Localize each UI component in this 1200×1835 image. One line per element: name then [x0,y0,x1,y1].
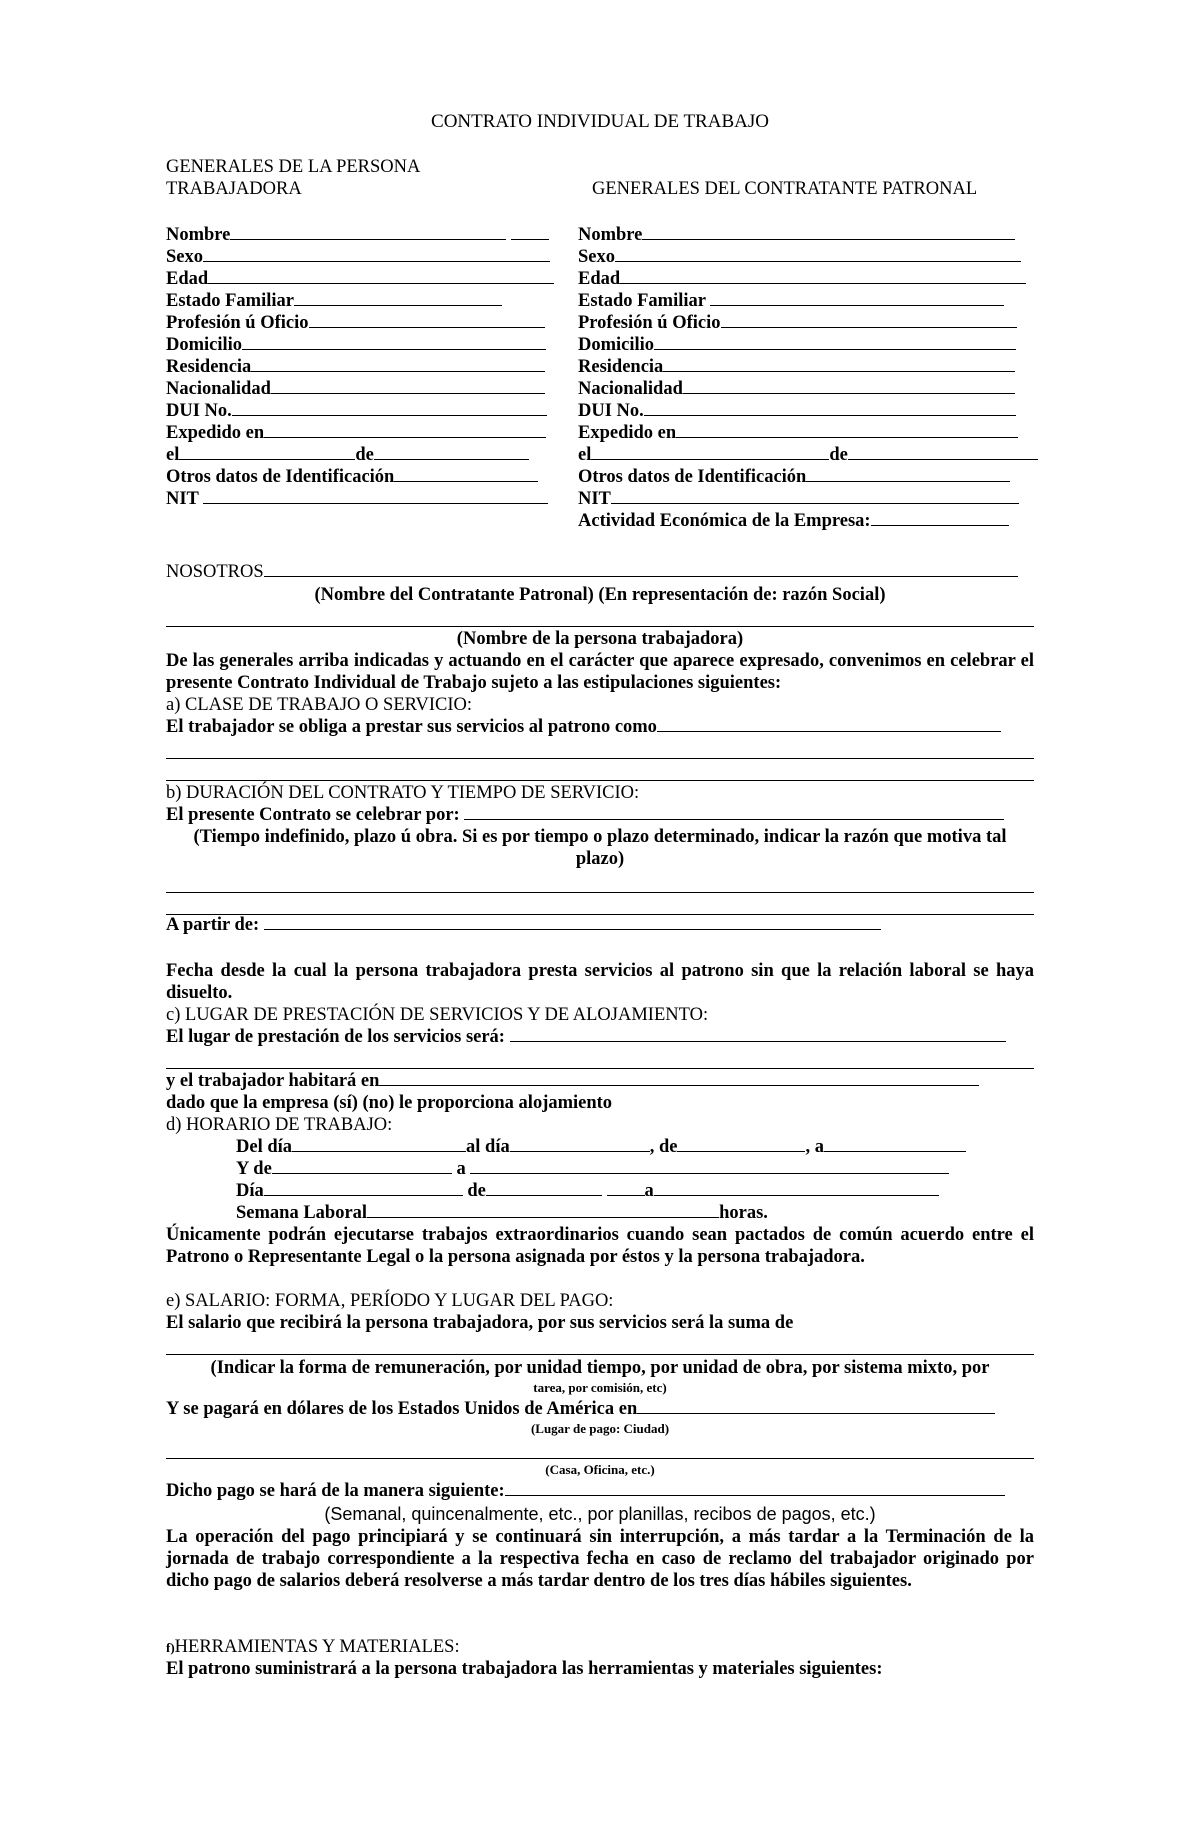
section-c-text: El lugar de prestación de los servicios será: [166,1027,505,1047]
section-b-note-line1: (Tiempo indefinido, plazo ú obra. Si es por tiempo o plazo determinado, indicar la razón que motiva tal [193,827,1007,847]
section-b-text: El presente Contrato se celebrar por: [166,805,460,825]
semana-label: Semana Laboral [236,1203,368,1223]
lugar-caption: (Lugar de pago: Ciudad) [530,1421,670,1436]
section-e-note-line2: tarea, por comisión, etc) [533,1380,667,1395]
section-a-line-3[interactable] [166,780,1034,781]
employer-dui-field[interactable] [578,400,1016,422]
dicho-field[interactable] [166,1480,1005,1502]
worker-edad-label: Edad [166,269,209,289]
worker-estado-field[interactable] [166,290,502,312]
worker-expedido-field[interactable] [166,422,546,444]
pagara-label: Y se pagará en dólares de los Estados Unidos de América en [166,1399,638,1419]
employer-residencia-field[interactable] [578,356,1015,378]
a-label: , a [805,1137,824,1157]
section-a-heading: a) CLASE DE TRABAJO O SERVICIO: [166,695,472,715]
worker-otros-field[interactable] [166,466,538,488]
worker-nacionalidad-field[interactable] [166,378,545,400]
employer-nombre-field[interactable] [578,224,1015,246]
employer-otros-field[interactable] [578,466,1010,488]
de-label: , de [649,1137,678,1157]
semana-field[interactable] [236,1202,768,1224]
section-b-field[interactable] [166,804,1004,826]
worker-name-line[interactable] [166,626,1034,627]
section-d-heading: d) HORARIO DE TRABAJO: [166,1115,393,1135]
worker-edad-field[interactable] [166,268,554,290]
employer-domicilio-field[interactable] [578,334,1016,356]
habitara-field[interactable] [166,1070,979,1092]
employer-expedido-field[interactable] [578,422,1018,444]
worker-estado-label: Estado Familiar [166,291,294,311]
section-c-heading: c) LUGAR DE PRESTACIÓN DE SERVICIOS Y DE ALOJAMIENTO: [166,1005,709,1025]
employer-nacionalidad-label: Nacionalidad [578,379,683,399]
section-e-heading: e) SALARIO: FORMA, PERÍODO Y LUGAR DEL PAGO: [166,1291,614,1311]
worker-header-line2: TRABAJADORA [166,179,302,199]
worker-de-label: de [355,445,374,465]
section-f-heading-text: HERRAMIENTAS Y MATERIALES: [174,1637,460,1657]
apartir-label: A partir de: [166,915,260,935]
del-dia-label: Del día [236,1137,293,1157]
section-c-field[interactable] [166,1026,1006,1048]
employer-profesion-label: Profesión ú Oficio [578,313,721,333]
employer-fecha-field[interactable] [578,444,1038,466]
section-f-heading [166,1636,460,1659]
worker-sexo-field[interactable] [166,246,550,268]
employer-estado-field[interactable] [578,290,1004,312]
section-b-heading: b) DURACIÓN DEL CONTRATO Y TIEMPO DE SERVICIO: [166,783,640,803]
employer-header: GENERALES DEL CONTRATANTE PATRONAL [592,179,978,199]
semanal-caption: (Semanal, quincenalmente, etc., por planillas, recibos de pagos, etc.) [324,1504,876,1524]
worker-nombre-label: Nombre [166,225,231,245]
horario-row-2[interactable] [236,1158,949,1180]
employer-actividad-field[interactable] [578,510,1009,532]
section-e-note-line1: (Indicar la forma de remuneración, por unidad tiempo, por unidad de obra, por sistema mixto, por [210,1358,990,1378]
section-a-text: El trabajador se obliga a prestar sus servicios al patrono como [166,717,657,737]
employer-nacionalidad-field[interactable] [578,378,1015,400]
employer-estado-label: Estado Familiar [578,291,706,311]
worker-header-line1: GENERALES DE LA PERSONA [166,157,421,177]
section-b-line-1[interactable] [166,892,1034,893]
section-f-text: El patrono suministrará a la persona trabajadora las herramientas y materiales siguientes: [166,1659,883,1679]
document-title: CONTRATO INDIVIDUAL DE TRABAJO [431,111,769,132]
fecha-paragraph: Fecha desde la cual la persona trabajadora presta servicios al patrono sin que la relación laboral se haya disuelto. [166,961,1034,1003]
dicho-label: Dicho pago se hará de la manera siguiente: [166,1481,505,1501]
employer-expedido-label: Expedido en [578,423,677,443]
casa-caption: (Casa, Oficina, etc.) [545,1462,655,1477]
a3-label: a [644,1181,654,1201]
worker-domicilio-label: Domicilio [166,335,243,355]
de2-label: de [467,1181,486,1201]
worker-dui-label: DUI No. [166,401,232,421]
dia-label: Día [236,1181,264,1201]
salario-line[interactable] [166,1354,1034,1355]
employer-otros-label: Otros datos de Identificación [578,467,807,487]
apartir-field[interactable] [166,914,881,936]
habitara-label: y el trabajador habitará en [166,1071,380,1091]
worker-profesion-field[interactable] [166,312,545,334]
extraordinarios-paragraph: Únicamente podrán ejecutarse trabajos extraordinarios cuando sean pactados de común acuerdo entre el Patrono o Representante Legal o la persona asignada por éstos y la persona trabajadora. [166,1225,1034,1267]
worker-sexo-label: Sexo [166,247,203,267]
employer-sexo-field[interactable] [578,246,1021,268]
employer-el-label: el [578,445,592,465]
worker-nit-label: NIT [166,489,199,509]
nosotros-field[interactable] [166,561,1018,583]
horario-row-1[interactable] [236,1136,966,1158]
worker-profesion-label: Profesión ú Oficio [166,313,309,333]
employer-profesion-field[interactable] [578,312,1017,334]
section-a-line-2[interactable] [166,758,1034,759]
pagara-field[interactable] [166,1398,995,1420]
worker-fecha-field[interactable] [166,444,529,466]
worker-el-label: el [166,445,180,465]
worker-residencia-field[interactable] [166,356,545,378]
worker-otros-label: Otros datos de Identificación [166,467,395,487]
worker-caption: (Nombre de la persona trabajadora) [456,629,744,649]
section-a-field[interactable] [166,716,1001,738]
employer-de-label: de [829,445,848,465]
intro-paragraph: De las generales arriba indicadas y actuando en el carácter que aparece expresado, convenimos en celebrar el presente Contrato Individual de Trabajo sujeto a las estipulaciones siguientes: [166,651,1034,693]
section-f-prefix: f) [166,1640,175,1655]
employer-domicilio-label: Domicilio [578,335,655,355]
employer-sexo-label: Sexo [578,247,615,267]
employer-nit-label: NIT [578,489,611,509]
section-b-note-line2: plazo) [575,849,625,869]
operacion-paragraph: La operación del pago principiará y se continuará sin interrupción, a más tardar a la Terminación de la jornada de trabajo correspondiente a la respectiva fecha en caso de reclamo del trabajador originado por dicho pago de salarios deberá resolverse a más tardar dentro de los tres días hábiles siguientes. [166,1527,1034,1591]
nosotros-caption: (Nombre del Contratante Patronal) (En representación de: razón Social) [314,585,886,605]
worker-nombre-field[interactable] [166,224,549,246]
worker-expedido-label: Expedido en [166,423,265,443]
employer-nombre-label: Nombre [578,225,643,245]
worker-nacionalidad-label: Nacionalidad [166,379,271,399]
employer-residencia-label: Residencia [578,357,664,377]
employer-edad-field[interactable] [578,268,1026,290]
casa-line[interactable] [166,1458,1034,1459]
employer-edad-label: Edad [578,269,621,289]
y-de-label: Y de [236,1159,272,1179]
worker-dui-field[interactable] [166,400,547,422]
worker-residencia-label: Residencia [166,357,252,377]
horario-row-3[interactable] [236,1180,939,1202]
a2-label: a [456,1159,466,1179]
section-e-text: El salario que recibirá la persona trabajadora, por sus servicios será la suma de [166,1313,794,1333]
al-dia-label: al día [466,1137,510,1157]
worker-domicilio-field[interactable] [166,334,546,356]
worker-nit-field[interactable] [166,488,548,510]
employer-actividad-label: Actividad Económica de la Empresa: [578,511,871,531]
horas-label: horas. [719,1203,768,1223]
section-c-line-2[interactable] [166,1068,1034,1069]
nosotros-label: NOSOTROS [166,562,264,582]
employer-nit-field[interactable] [578,488,1019,510]
employer-dui-label: DUI No. [578,401,644,421]
alojamiento-text: dado que la empresa (sí) (no) le proporciona alojamiento [166,1093,613,1113]
